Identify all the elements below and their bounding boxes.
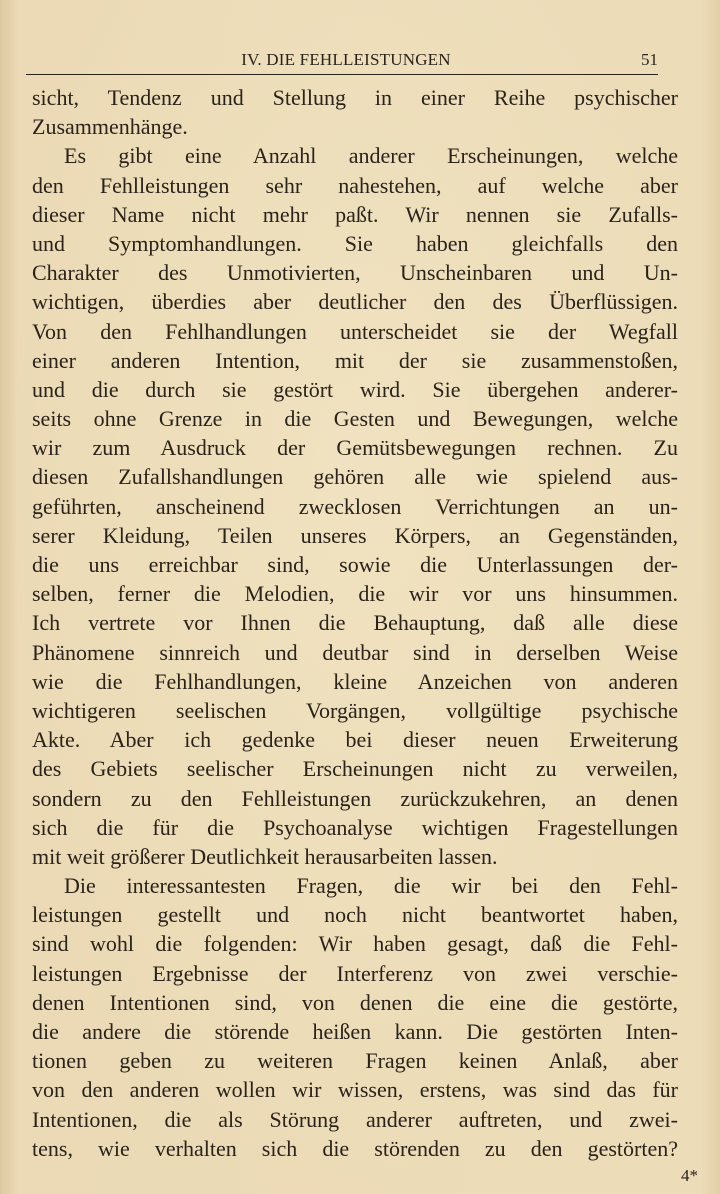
text-line: geführten, anscheinend zwecklosen Verrichtungen an un- (32, 493, 678, 519)
text-line: sicht, Tendenz und Stellung in einer Reihe psychischer (32, 85, 678, 110)
text-line: sind wohl die folgenden: Wir haben gesagt, daß die Fehl- (32, 931, 678, 957)
text-line: wichtigen, überdies aber deutlicher den des Überflüssigen. (32, 289, 678, 315)
text-line: dieser Name nicht mehr paßt. Wir nennen sie Zufalls- (32, 201, 678, 227)
text-line: leistungen gestellt und noch nicht beantwortet haben, (32, 902, 678, 928)
text-line: sich die für die Psychoanalyse wichtigen Fragestellungen (32, 814, 678, 840)
text-line: die andere die störende heißen kann. Die gestörten Inten- (32, 1019, 678, 1044)
text-line: tionen geben zu weiteren Fragen keinen Anlaß, aber (32, 1048, 678, 1074)
text-line: einer anderen Intention, mit der sie zusammenstoßen, (32, 347, 678, 373)
text-line: serer Kleidung, Teilen unseres Körpers, an Gegenständen, (32, 522, 678, 548)
text-line: den Fehlleistungen sehr nahestehen, auf welche aber (32, 172, 678, 198)
text-line: sondern zu den Fehlleistungen zurückzukehren, an denen (32, 785, 678, 811)
text-line: die uns erreichbar sind, sowie die Unterlassungen der- (32, 552, 678, 577)
text-line: denen Intentionen sind, von denen die eine die gestörte, (32, 989, 678, 1015)
text-line: leistungen Ergebnisse der Interferenz von zwei verschie- (32, 960, 678, 986)
text-line: Intentionen, die als Störung anderer auftreten, und zwei- (32, 1106, 678, 1132)
text-line: Ich vertrete vor Ihnen die Behauptung, daß alle diese (32, 610, 678, 636)
text-line: und die durch sie gestört wird. Sie übergehen anderer- (32, 376, 678, 402)
body-text (32, 83, 678, 1163)
text-line: Phänomene sinnreich und deutbar sind in derselben Weise (32, 639, 678, 665)
header-rule (26, 74, 658, 75)
text-line: Die interessantesten Fragen, die wir bei den Fehl- (64, 873, 678, 899)
text-line: Es gibt eine Anzahl anderer Erscheinungen, welche (64, 143, 678, 169)
text-line: Zusammenhänge. (32, 114, 188, 140)
text-line: Charakter des Unmotivierten, Unscheinbaren und Un- (32, 260, 678, 286)
text-line: Von den Fehlhandlungen unterscheidet sie der Wegfall (32, 318, 678, 344)
text-line: wichtigeren seelischen Vorgängen, vollgültige psychische (32, 697, 678, 723)
text-line: tens, wie verhalten sich die störenden zu den gestörten? (32, 1135, 678, 1161)
signature-mark: 4* (681, 1166, 698, 1185)
text-line: wir zum Ausdruck der Gemütsbewegungen rechnen. Zu (32, 435, 678, 461)
text-line: des Gebiets seelischer Erscheinungen nicht zu verweilen, (32, 756, 678, 782)
text-line: Akte. Aber ich gedenke bei dieser neuen Erweiterung (32, 727, 678, 753)
running-title: IV. DIE FEHLLEISTUNGEN (241, 50, 451, 69)
text-line: selben, ferner die Melodien, die wir vor uns hinsummen. (32, 581, 678, 607)
page-number: 51 (641, 50, 658, 69)
text-line: seits ohne Grenze in die Gesten und Bewegungen, welche (32, 406, 678, 432)
text-line: diesen Zufallshandlungen gehören alle wie spielend aus- (32, 464, 678, 490)
text-line: von den anderen wollen wir wissen, erstens, was sind das für (32, 1077, 678, 1103)
page-header (32, 46, 660, 74)
text-line: und Symptomhandlungen. Sie haben gleichfalls den (32, 230, 678, 256)
text-line: wie die Fehlhandlungen, kleine Anzeichen von anderen (32, 668, 678, 694)
text-line: mit weit größerer Deutlichkeit herausarbeiten lassen. (32, 843, 498, 869)
